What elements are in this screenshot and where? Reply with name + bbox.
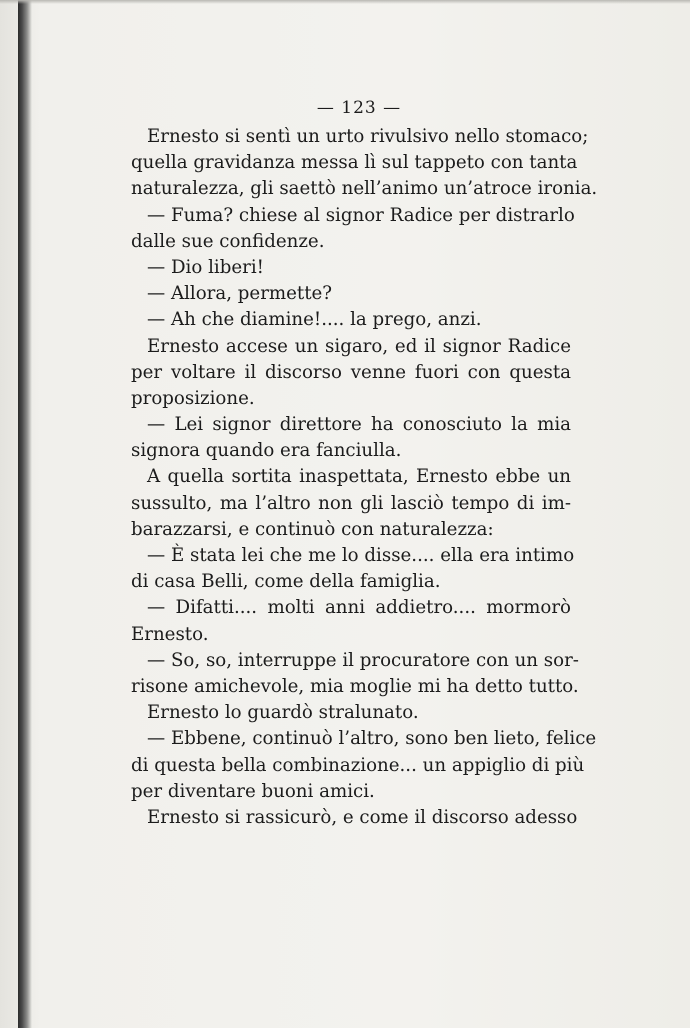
text-line: — So, so, interruppe il procuratore con un sor- <box>147 649 579 671</box>
text-line: risone amichevole, mia moglie mi ha detto tutto. <box>131 675 579 697</box>
binding-edge <box>18 0 32 1028</box>
text-line: — Difatti.... molti anni addietro.... mormorò <box>147 597 571 619</box>
text-line: A quella sortita inaspettata, Ernesto ebbe un <box>147 466 571 488</box>
text-line: — Allora, permette? <box>147 283 333 305</box>
text-line: sussulto, ma l’altro non gli lasciò tempo di im- <box>131 492 571 514</box>
text-line: — Ebbene, continuò l’altro, sono ben lieto, felice <box>147 728 597 750</box>
text-line: naturalezza, gli saettò nell’animo un’atroce ironia. <box>131 178 598 200</box>
text-line: Ernesto si rassicurò, e come il discorso adesso <box>147 806 578 828</box>
text-line: Ernesto accese un sigaro, ed il signor Radice <box>147 335 571 357</box>
text-line: Ernesto si sentì un urto rivulsivo nello stomaco; <box>147 126 589 147</box>
text-line: barazzarsi, e continuò con naturalezza: <box>131 518 494 540</box>
page-number: — 123 — <box>316 98 402 118</box>
text-line: — È stata lei che me lo disse.... ella era intimo <box>147 545 575 566</box>
text-line: — Fuma? chiese al signor Radice per distrarlo <box>147 204 575 226</box>
page-top-edge <box>0 0 690 4</box>
text-line: di casa Belli, come della famiglia. <box>131 571 441 593</box>
text-line: per diventare buoni amici. <box>131 780 375 802</box>
text-line: Ernesto lo guardò stralunato. <box>147 702 419 724</box>
body-text <box>131 124 598 831</box>
text-line: — Lei signor direttore ha conosciuto la mia <box>147 414 571 436</box>
text-line: proposizione. <box>131 387 255 409</box>
text-line: — Ah che diamine!.... la prego, anzi. <box>147 309 482 331</box>
text-line: — Dio liberi! <box>147 256 264 278</box>
text-line: Ernesto. <box>131 623 209 645</box>
text-line: dalle sue confidenze. <box>131 230 325 252</box>
text-line: per voltare il discorso venne fuori con questa <box>131 361 571 383</box>
text-line: quella gravidanza messa lì sul tappeto con tanta <box>131 152 578 174</box>
text-line: di questa bella combinazione... un appiglio di più <box>131 754 585 776</box>
text-line: signora quando era fanciulla. <box>131 440 402 462</box>
